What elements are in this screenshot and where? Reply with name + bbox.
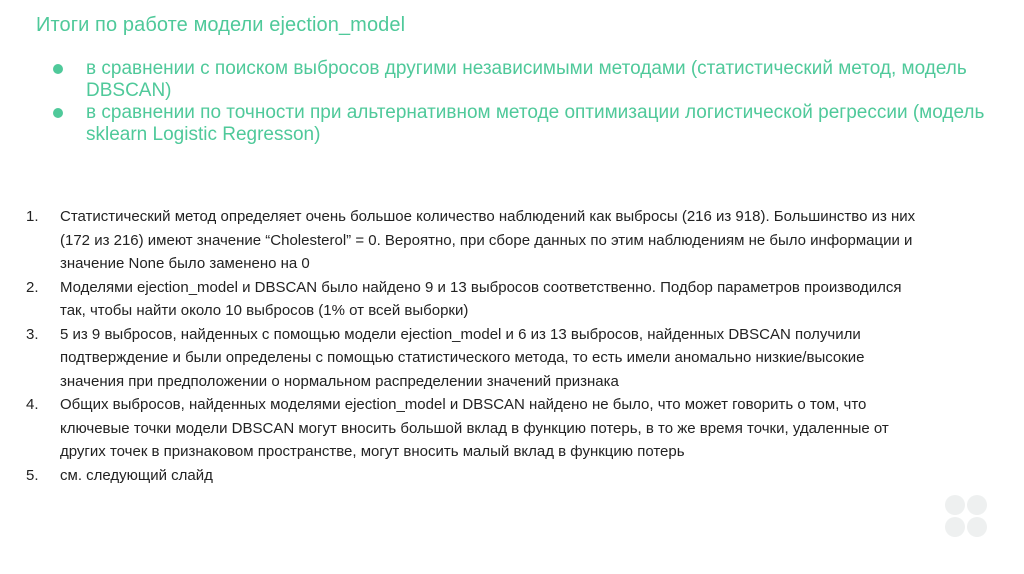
list-item: [26, 205, 926, 276]
list-item-number: 1.: [26, 208, 39, 225]
bullet-list: [50, 58, 990, 146]
numbered-list: [26, 205, 926, 487]
list-item: [26, 323, 926, 394]
list-item-text: 5 из 9 выбросов, найденных с помощью модели ejection_model и 6 из 13 выбросов, найденных DBSCAN получили подтверждение и были определены с помощью статистического метода, то есть имели аномально низкие/высокие значения при предположении о нормальном распределении значений признака: [60, 325, 865, 390]
bullet-dot-icon: [53, 64, 63, 74]
list-item-number: 5.: [26, 466, 39, 484]
list-item-number: 4.: [26, 396, 39, 413]
list-item-text: Статистический метод определяет очень большое количество наблюдений как выбросы (216 из 918). Большинство из них (172 из 216) имеют значение “Cholesterol” = 0. Вероятно, при сборе данных по этим наблюдениям не было информации и значение None было заменено на 0: [60, 208, 916, 272]
list-item-text: Моделями ejection_model и DBSCAN было найдено 9 и 13 выбросов соответственно. Подбор параметров производился так, чтобы найти около 10 выбросов (1% от всей выборки): [60, 278, 902, 319]
slide-title: Итоги по работе модели ejection_model: [36, 14, 406, 36]
bullet-text: в сравнении по точности при альтернативном методе оптимизации логистической регрессии (модель sklearn Logistic Regresson): [86, 102, 985, 145]
list-item-text: Общих выбросов, найденных моделями ejection_model и DBSCAN найдено не было, что может говорить о том, что ключевые точки модели DBSCAN могут вносить большой вклад в функцию потерь, в то же время точки, удаленные от других точек в признаковом пространстве, могут вносить малый вклад в функцию потерь: [60, 396, 889, 460]
bullet-text: в сравнении с поиском выбросов другими независимыми методами (статистический метод, модель DBSCAN): [86, 58, 967, 101]
four-circles-logo-icon: [944, 494, 988, 538]
bullet-item: [50, 58, 990, 102]
list-item-number: 2.: [26, 278, 39, 296]
list-item: [26, 276, 926, 323]
list-item-number: 3.: [26, 325, 39, 343]
bullet-item: [50, 102, 990, 146]
bullet-dot-icon: [53, 108, 63, 118]
list-item-text: см. следующий слайд: [60, 466, 213, 484]
list-item: [26, 393, 926, 464]
list-item: [26, 464, 926, 488]
